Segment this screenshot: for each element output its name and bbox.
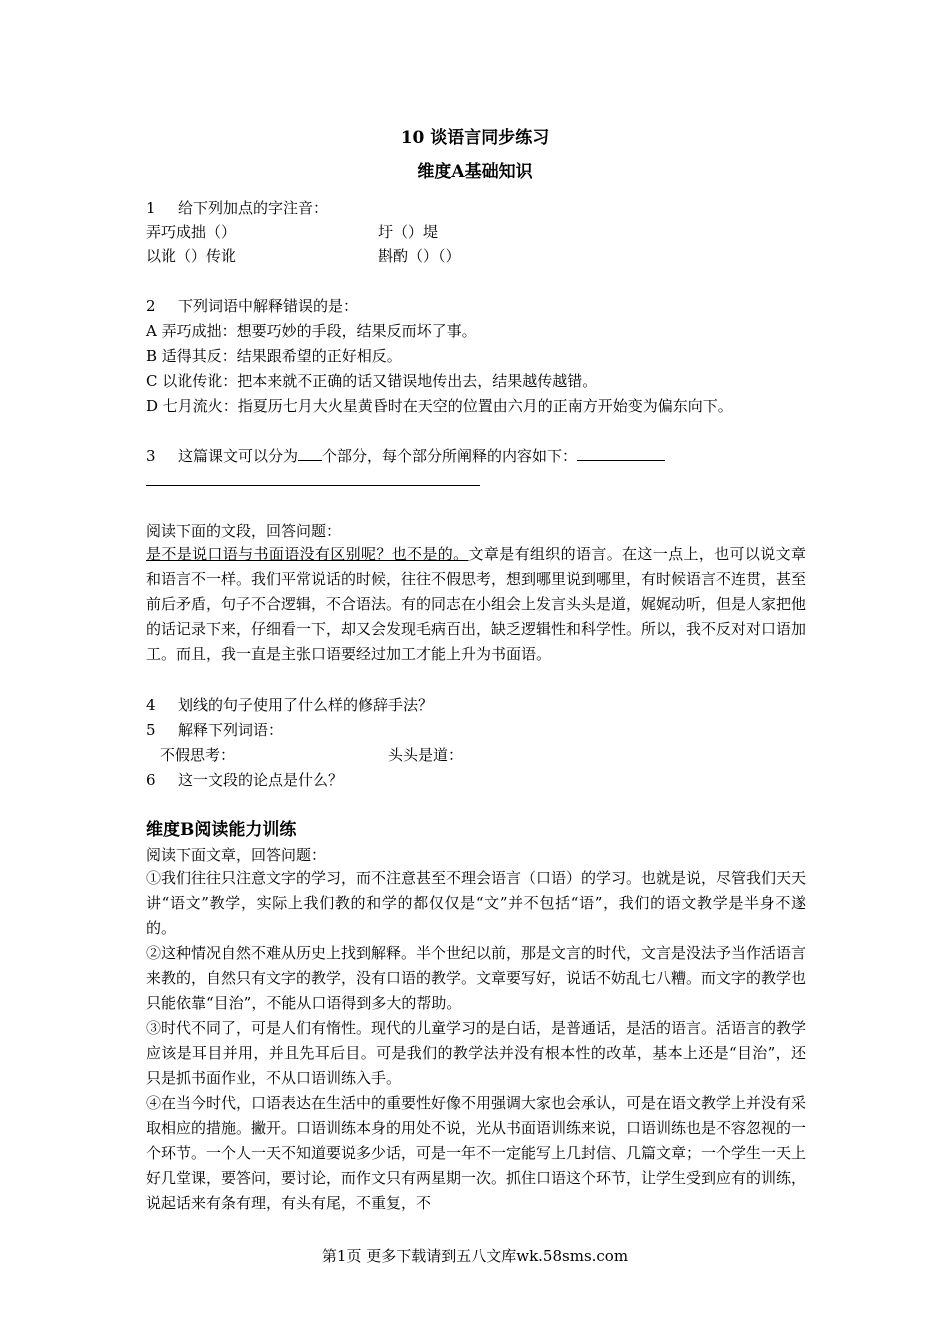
q2-option-a: A 弄巧成拙：想要巧妙的手段，结果反而坏了事。 (146, 322, 477, 340)
question-6-number: 6 (146, 771, 156, 789)
q1-item-4: 斟酌（）（） (378, 247, 461, 265)
q2-option-d: D 七月流火：指夏历七月大火星黄昏时在天空的位置由六月的正南方开始变为偏东向下。 (146, 397, 733, 415)
question-4-text: 划线的句子使用了什么样的修辞手法？ (178, 696, 434, 714)
question-1 (146, 198, 328, 218)
question-3-number: 3 (146, 447, 156, 465)
question-4-number: 4 (146, 696, 156, 714)
question-2-text: 下列词语中解释错误的是： (178, 297, 359, 315)
reading1-passage (146, 542, 806, 667)
q3-blank-count (298, 446, 322, 461)
question-6-text: 这一文段的论点是什么？ (178, 771, 344, 789)
q2-option-c: C 以讹传讹：把本来就不正确的话又错误地传出去，结果越传越错。 (146, 372, 598, 390)
question-2-number: 2 (146, 297, 156, 315)
q5-word-2: 头头是道： (388, 746, 464, 764)
question-4 (146, 695, 433, 715)
q1-item-2: 圩（）堤 (378, 223, 439, 241)
q2-option-b: B 适得其反：结果跟希望的正好相反。 (146, 347, 402, 365)
question-3 (146, 446, 665, 466)
q5-word-1: 不假思考： (160, 746, 236, 764)
q1-item-3: 以讹（）传讹 (146, 247, 237, 265)
question-3-text-a: 这篇课文可以分为 (178, 447, 299, 465)
reading2-paragraph-1: ①我们往往只注意文字的学习，而不注意甚至不理会语言（口语）的学习。也就是说，尽管我们天天讲“语文”教学，实际上我们教的和学的都仅仅是“文”并不包括“语”，我们的语文教学是半身不遂的。 (146, 869, 807, 937)
q3-answer-line (146, 485, 480, 486)
question-5-text: 解释下列词语： (178, 721, 284, 739)
question-2 (146, 296, 358, 316)
question-6 (146, 770, 343, 790)
question-5 (146, 720, 283, 740)
question-1-number: 1 (146, 199, 156, 217)
reading2-paragraph-4: ④在当今时代，口语表达在生活中的重要性好像不用强调大家也会承认，可是在语文教学上并没有采取相应的措施。撇开。口语训练本身的用处不说，光从书面语训练来说，口语训练也是不容忽视的一个环节。一个人一天不知道要说多少话，可是一年不一定能写上几封信、几篇文章；一个学生一天上好几堂课，要答问，要讨论，而作文只有两星期一次。抓住口语这个环节，让学生受到应有的训练，说起话来有条有理，有头有尾，不重复，不 (146, 1094, 807, 1212)
reading2-paragraph-2: ②这种情况自然不难从历史上找到解释。半个世纪以前，那是文言的时代，文言是没法予当作活语言来教的，自然只有文字的教学，没有口语的教学。文章要写好，说话不妨乱七八糟。而文字的教学也只能依靠“目治”，不能从口语得到多大的帮助。 (146, 944, 807, 1012)
question-5-number: 5 (146, 721, 156, 739)
page-title: 10 谈语言同步练习 (400, 128, 550, 148)
reading2-paragraph-3: ③时代不同了，可是人们有惰性。现代的儿童学习的是白话，是普通话，是活的语言。活语言的教学应该是耳目并用，并且先耳后目。可是我们的教学法并没有根本性的改革，基本上还是“目治”，还只是抓书面作业，不从口语训练入手。 (146, 1019, 807, 1087)
page-footer: 第1页 更多下载请到五八文库wk.58sms.com (321, 1247, 629, 1265)
reading1-intro: 阅读下面的文段，回答问题： (146, 522, 342, 540)
reading1-body: 文章是有组织的语言。在这一点上，也可以说文章和语言不一样。我们平常说话的时候，往往不假思考，想到哪里说到哪里，有时候语言不连贯，甚至前后矛盾，句子不合逻辑，不合语法。有的同志在小组会上发言头头是道，娓娓动听，但是人家把他的话记录下来，仔细看一下，却又会发现毛病百出，缺乏逻辑性和科学性。所以，我不反对对口语加工。而且，我一直是主张口语要经过加工才能上升为书面语。 (146, 545, 807, 663)
section-b-heading: 维度B阅读能力训练 (146, 820, 297, 840)
question-3-text-b: 个部分，每个部分所阐释的内容如下： (322, 447, 578, 465)
section-a-heading: 维度A基础知识 (417, 162, 533, 182)
reading2-intro: 阅读下面文章，回答问题： (146, 846, 327, 864)
question-1-text: 给下列加点的字注音： (178, 199, 329, 217)
q3-blank-content (577, 446, 665, 461)
underlined-sentence: 是不是说口语与书面语没有区别呢？也不是的。 (146, 545, 469, 563)
q1-item-1: 弄巧成拙（） (146, 223, 237, 241)
